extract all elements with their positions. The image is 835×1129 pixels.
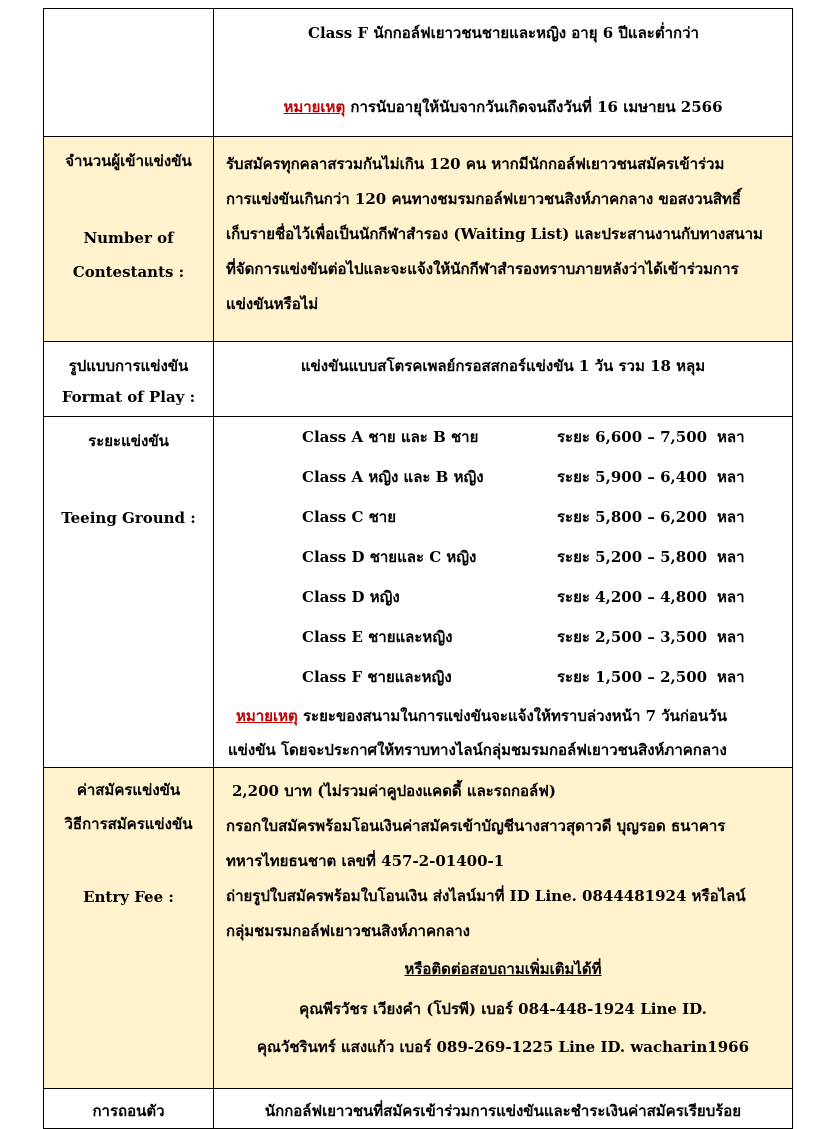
format-label-en: Format of Play :	[61, 388, 196, 406]
teeing-entry	[214, 537, 792, 577]
contestants-line-1: รับสมัครทุกคลาสรวมกันไม่เกิน 120 คน หากมีนักกอล์ฟเยาวชนสมัครเข้าร่วม	[226, 155, 725, 173]
contestants-label-cell	[44, 137, 214, 342]
fee-text-block	[214, 768, 792, 949]
fee-contact-heading: หรือติดต่อสอบถามเพิ่มเติมได้ที่	[404, 960, 602, 978]
withdraw-label-th: การถอนตัว	[92, 1102, 165, 1120]
teeing-class: Class E ชายและหญิง	[302, 628, 453, 646]
teeing-unit: หลา	[717, 628, 745, 646]
teeing-class: Class A ชาย และ B ชาย	[302, 428, 479, 446]
fee-line-4: ถ่ายรูปใบสมัครพร้อมใบโอนเงิน ส่งไลน์มาที่ ID Line. 0844481924 หรือไลน์	[226, 887, 746, 905]
teeing-range: ระยะ 4,200 – 4,800	[557, 588, 708, 606]
teeing-note-line-1: ระยะของสนามในการแข่งขันจะแจ้งให้ทราบล่วงหน้า 7 วันก่อนวัน	[302, 707, 727, 725]
fee-row	[44, 768, 793, 1089]
class-f-content-cell	[214, 9, 793, 137]
class-f-note-label: หมายเหตุ	[283, 98, 346, 116]
teeing-range: ระยะ 5,900 – 6,400	[557, 468, 708, 486]
teeing-class: Class A หญิง และ B หญิง	[302, 468, 484, 486]
class-f-note-text: การนับอายุให้นับจากวันเกิดจนถึงวันที่ 16 เมษายน 2566	[350, 98, 723, 116]
fee-line-3: ทหารไทยธนชาต เลขที่ 457-2-01400-1	[226, 852, 505, 870]
format-content-cell	[214, 342, 793, 417]
fee-line-1: 2,200 บาท (ไม่รวมค่าคูปองแคดดี้ และรถกอล์ฟ)	[232, 782, 556, 800]
contestants-label-en-2: Contestants :	[72, 263, 185, 281]
teeing-note-line-2: แข่งขัน โดยจะประกาศให้ทราบทางไลน์กลุ่มชมรมกอล์ฟเยาวชนสิงห์ภาคกลาง	[228, 741, 727, 759]
teeing-entry	[214, 617, 792, 657]
format-label-th: รูปแบบการแข่งขัน	[68, 357, 189, 375]
class-f-text: Class F นักกอล์ฟเยาวชนชายและหญิง อายุ 6 ปีและต่ำกว่า	[308, 24, 699, 42]
fee-label-en: Entry Fee :	[83, 888, 174, 906]
withdraw-row	[44, 1089, 793, 1129]
teeing-unit: หลา	[717, 468, 745, 486]
teeing-entry	[214, 457, 792, 497]
teeing-range: ระยะ 5,800 – 6,200	[557, 508, 708, 526]
contestants-row	[44, 137, 793, 342]
regulations-table	[43, 8, 793, 1129]
teeing-content-cell	[214, 417, 793, 768]
contestants-line-5: แข่งขันหรือไม่	[226, 295, 319, 313]
teeing-entry	[214, 657, 792, 697]
teeing-unit: หลา	[717, 508, 745, 526]
fee-content-cell	[214, 768, 793, 1089]
teeing-range: ระยะ 5,200 – 5,800	[557, 548, 708, 566]
teeing-note-1	[214, 699, 792, 733]
contestants-label-th: จำนวนผู้เข้าแข่งขัน	[65, 152, 192, 170]
fee-label-th-2: วิธีการสมัครแข่งขัน	[64, 815, 193, 833]
teeing-label-en: Teeing Ground :	[61, 509, 196, 527]
fee-label-cell	[44, 768, 214, 1089]
contestants-line-3: เก็บรายชื่อไว้เพื่อเป็นนักกีฬาสำรอง (Waiting List) และประสานงานกับทางสนาม	[226, 225, 763, 243]
teeing-unit: หลา	[717, 548, 745, 566]
teeing-entry	[214, 497, 792, 537]
contestants-text-block	[214, 137, 792, 322]
teeing-range: ระยะ 6,600 – 7,500	[557, 428, 708, 446]
teeing-unit: หลา	[717, 588, 745, 606]
format-label-cell	[44, 342, 214, 417]
fee-contact-1: คุณพีรวัชร เวียงคำ (โปรพี) เบอร์ 084-448-1924 Line ID.	[299, 1000, 707, 1018]
teeing-class: Class C ชาย	[302, 508, 397, 526]
class-f-row	[44, 9, 793, 137]
contestants-label-en-1: Number of	[83, 229, 174, 247]
teeing-entry	[214, 577, 792, 617]
format-text: แข่งขันแบบสโตรคเพลย์กรอสสกอร์แข่งขัน 1 วัน รวม 18 หลุม	[300, 357, 706, 375]
format-row	[44, 342, 793, 417]
teeing-unit: หลา	[717, 428, 745, 446]
contestants-content-cell	[214, 137, 793, 342]
contestants-line-2: การแข่งขันเกินกว่า 120 คนทางชมรมกอล์ฟเยาวชนสิงห์ภาคกลาง ขอสงวนสิทธิ์	[226, 190, 742, 208]
teeing-class: Class D ชายและ C หญิง	[302, 548, 477, 566]
teeing-class: Class F ชายและหญิง	[302, 668, 452, 686]
teeing-row	[44, 417, 793, 768]
withdraw-content-cell	[214, 1089, 793, 1129]
withdraw-text: นักกอล์ฟเยาวชนที่สมัครเข้าร่วมการแข่งขันและชำระเงินค่าสมัครเรียบร้อย	[264, 1102, 742, 1120]
teeing-entry	[214, 417, 792, 457]
teeing-range: ระยะ 1,500 – 2,500	[557, 668, 708, 686]
teeing-class: Class D หญิง	[302, 588, 400, 606]
fee-line-2: กรอกใบสมัครพร้อมโอนเงินค่าสมัครเข้าบัญชีนางสาวสุดาวดี บุญรอด ธนาคาร	[226, 817, 726, 835]
class-f-label-cell	[44, 9, 214, 137]
teeing-label-th: ระยะแข่งขัน	[88, 432, 169, 450]
fee-contact-2: คุณวัชรินทร์ แสงแก้ว เบอร์ 089-269-1225 Line ID. wacharin1966	[256, 1038, 750, 1056]
teeing-unit: หลา	[717, 668, 745, 686]
withdraw-label-cell	[44, 1089, 214, 1129]
teeing-range: ระยะ 2,500 – 3,500	[557, 628, 708, 646]
teeing-note-label: หมายเหตุ	[236, 707, 298, 725]
contestants-line-4: ที่จัดการแข่งขันต่อไปและจะแจ้งให้นักกีฬาสำรองทราบภายหลังว่าได้เข้าร่วมการ	[226, 260, 739, 278]
fee-label-th-1: ค่าสมัครแข่งขัน	[76, 781, 181, 799]
fee-line-5: กลุ่มชมรมกอล์ฟเยาวชนสิงห์ภาคกลาง	[226, 922, 471, 940]
teeing-label-cell	[44, 417, 214, 768]
teeing-table	[214, 417, 792, 697]
class-f-note	[214, 95, 792, 119]
